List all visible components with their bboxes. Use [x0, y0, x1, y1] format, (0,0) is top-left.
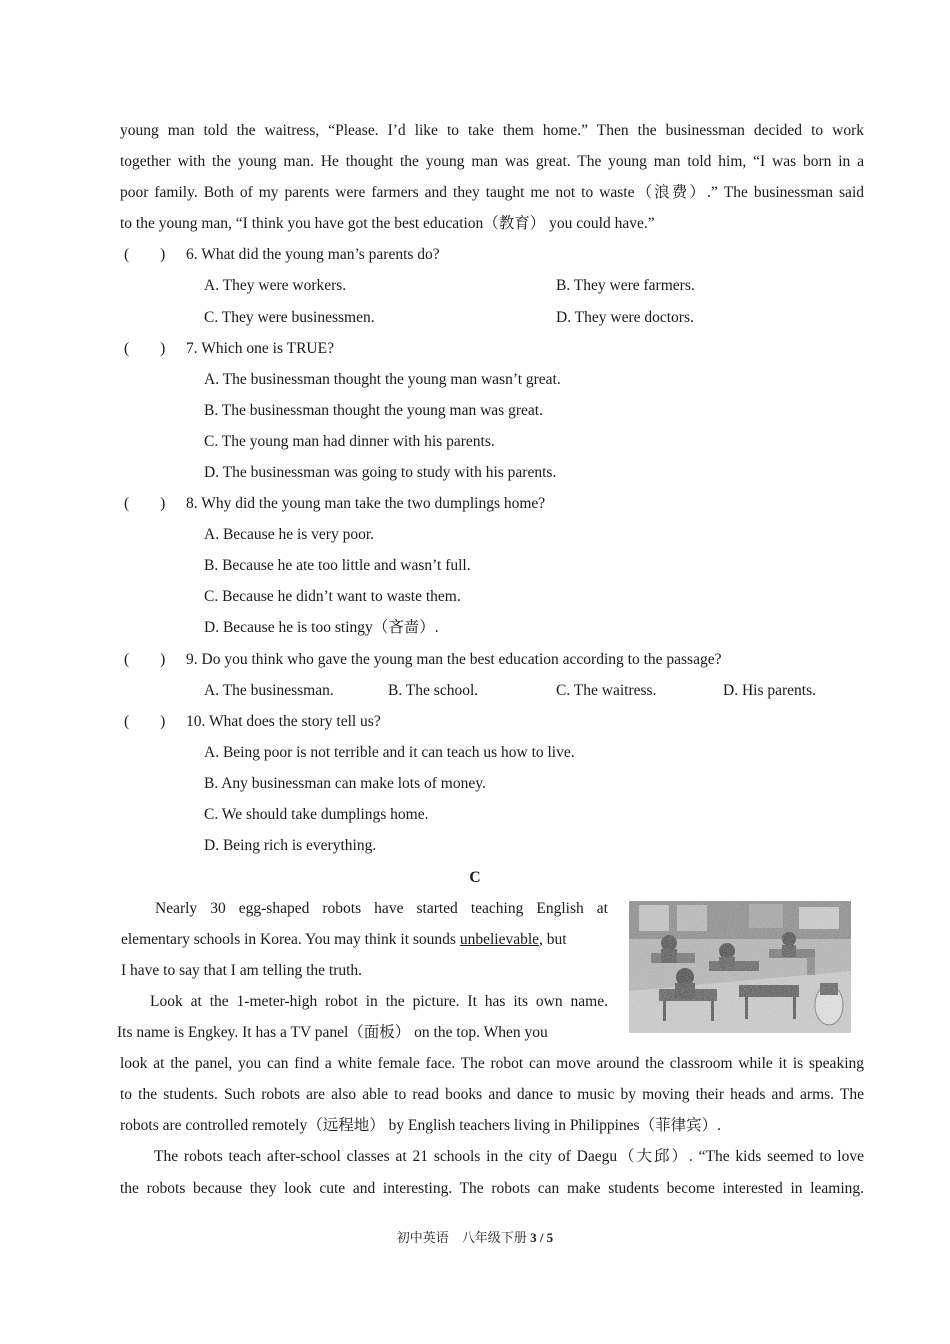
answer-blank[interactable]: ( ): [124, 713, 166, 730]
option-c: C. They were businessmen.: [204, 309, 375, 326]
option-a: A. The businessman thought the young man wasn’t great.: [204, 371, 561, 388]
paragraph-line: The robots teach after-school classes at 21 schools in the city of Daegu（大邱）. “The kids seemed to love: [154, 1148, 864, 1165]
paragraph-line: I have to say that I am telling the truth.: [121, 962, 363, 979]
paragraph-line: [121, 930, 608, 950]
page-footer: [0, 1229, 950, 1247]
passage-line: together with the young man. He thought the young man was great. The young man told him, “I was born in a: [120, 153, 864, 170]
footer-subject: 初中英语 八年级下册: [396, 1230, 527, 1245]
option-b: B. Any businessman can make lots of money.: [204, 775, 486, 792]
paragraph-line: robots are controlled remotely（远程地） by English teachers living in Philippines（菲律宾）.: [120, 1117, 721, 1134]
option-b: B. The school.: [388, 682, 479, 699]
option-c: C. The young man had dinner with his parents.: [204, 433, 495, 450]
section-c-heading: C: [469, 869, 481, 886]
paragraph-line: the robots because they look cute and interesting. The robots can make students become interested in leaming.: [120, 1180, 864, 1197]
question-text: 10. What does the story tell us?: [186, 713, 381, 730]
option-b: B. Because he ate too little and wasn’t full.: [204, 557, 471, 574]
option-d: D. His parents.: [723, 682, 816, 699]
paragraph-line: Nearly 30 egg-shaped robots have started teaching English at: [155, 900, 608, 917]
classroom-robot-image: [629, 901, 851, 1033]
answer-blank[interactable]: ( ): [124, 246, 166, 263]
option-d: D. They were doctors.: [556, 309, 694, 326]
option-a: A. The businessman.: [204, 682, 334, 699]
paragraph-line: Its name is Engkey. It has a TV panel（面板） on the top. When you: [117, 1024, 548, 1041]
text-run: , but: [539, 931, 567, 948]
paragraph-line: look at the panel, you can find a white female face. The robot can move around the classroom while it is speaking: [120, 1055, 864, 1072]
option-b: B. They were farmers.: [556, 277, 695, 294]
option-a: A. Because he is very poor.: [204, 526, 375, 543]
page-number: 3 / 5: [530, 1230, 554, 1245]
question-text: 8. Why did the young man take the two dumplings home?: [186, 495, 546, 512]
paragraph-line: Look at the 1-meter-high robot in the picture. It has its own name.: [150, 993, 608, 1010]
option-b: B. The businessman thought the young man was great.: [204, 402, 543, 419]
answer-blank[interactable]: ( ): [124, 340, 166, 357]
option-a: A. Being poor is not terrible and it can teach us how to live.: [204, 744, 575, 761]
passage-line: poor family. Both of my parents were farmers and they taught me not to waste（浪费）.” The businessman said: [120, 184, 864, 201]
answer-blank[interactable]: ( ): [124, 651, 166, 668]
option-c: C. We should take dumplings home.: [204, 806, 429, 823]
paragraph-line: to the students. Such robots are also able to read books and dance to music by moving their heads and arms. The: [120, 1086, 864, 1103]
option-d: D. The businessman was going to study with his parents.: [204, 464, 557, 481]
classroom-robot-photo: [629, 901, 851, 1033]
option-c: C. The waitress.: [556, 682, 657, 699]
question-text: 9. Do you think who gave the young man the best education according to the passage?: [186, 651, 722, 668]
text-run: elementary schools in Korea. You may think it sounds: [121, 931, 460, 948]
question-text: 7. Which one is TRUE?: [186, 340, 334, 357]
option-c: C. Because he didn’t want to waste them.: [204, 588, 461, 605]
answer-blank[interactable]: ( ): [124, 495, 166, 512]
underlined-word: unbelievable: [459, 931, 540, 948]
passage-line: young man told the waitress, “Please. I’d like to take them home.” Then the businessman decided to work: [120, 122, 864, 139]
option-d: D. Because he is too stingy（吝啬）.: [204, 619, 439, 636]
passage-line: to the young man, “I think you have got the best education（教育） you could have.”: [120, 215, 655, 232]
option-d: D. Being rich is everything.: [204, 837, 377, 854]
question-text: 6. What did the young man’s parents do?: [186, 246, 440, 263]
option-a: A. They were workers.: [204, 277, 347, 294]
